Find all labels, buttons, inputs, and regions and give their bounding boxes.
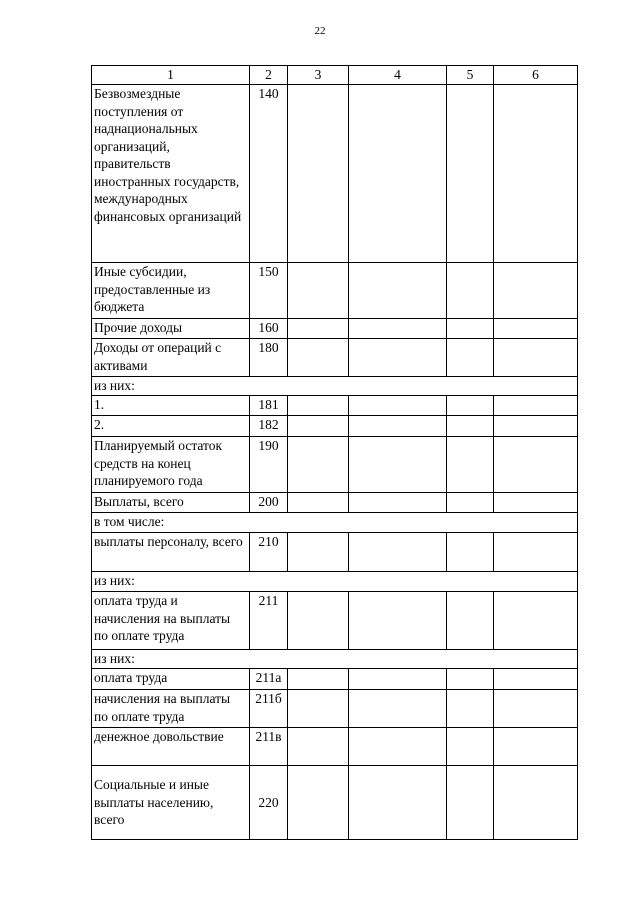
column-header-1: 1 [92,66,250,85]
cell-col4 [349,766,447,840]
cell-col3 [288,85,349,263]
cell-col5 [447,493,494,513]
row-code: 182 [250,416,288,437]
row-code: 211б [250,690,288,728]
cell-col6 [494,416,578,437]
row-name: Социальные и иные выплаты населению, всего [92,766,250,840]
cell-col3 [288,319,349,339]
cell-col4 [349,533,447,572]
column-header-5: 5 [447,66,494,85]
cell-col3 [288,396,349,416]
table-row-subheading [92,513,578,533]
cell-col3 [288,766,349,840]
budget-table [91,65,578,840]
cell-col3 [288,592,349,650]
table-row [92,493,578,513]
row-subheading: в том числе: [92,513,578,533]
cell-col3 [288,263,349,319]
row-name: денежное довольствие [92,728,250,766]
cell-col5 [447,416,494,437]
table-row [92,690,578,728]
column-header-3: 3 [288,66,349,85]
row-name: Доходы от операций с активами [92,339,250,377]
header-row [92,66,578,85]
table-row [92,592,578,650]
cell-col6 [494,669,578,690]
row-name: Иные субсидии, предоставленные из бюджета [92,263,250,319]
table-row [92,339,578,377]
table-row-subheading [92,650,578,669]
table-row [92,669,578,690]
cell-col3 [288,416,349,437]
row-subheading: из них: [92,572,578,592]
cell-col4 [349,339,447,377]
table-row [92,728,578,766]
cell-col6 [494,85,578,263]
table-row [92,319,578,339]
row-name: Прочие доходы [92,319,250,339]
cell-col5 [447,339,494,377]
cell-col5 [447,728,494,766]
cell-col3 [288,437,349,493]
row-name: 2. [92,416,250,437]
table-row [92,263,578,319]
cell-col3 [288,669,349,690]
cell-col5 [447,533,494,572]
table-row [92,416,578,437]
cell-col6 [494,533,578,572]
cell-col6 [494,263,578,319]
row-name: 1. [92,396,250,416]
cell-col4 [349,437,447,493]
cell-col6 [494,437,578,493]
cell-col4 [349,263,447,319]
cell-col5 [447,766,494,840]
table-row [92,85,578,263]
cell-col6 [494,690,578,728]
cell-col3 [288,493,349,513]
cell-col3 [288,728,349,766]
cell-col4 [349,85,447,263]
row-code: 190 [250,437,288,493]
cell-col4 [349,396,447,416]
row-name: выплаты персоналу, всего [92,533,250,572]
cell-col3 [288,339,349,377]
cell-col5 [447,396,494,416]
cell-col6 [494,493,578,513]
cell-col5 [447,85,494,263]
cell-col4 [349,669,447,690]
table-row [92,396,578,416]
column-header-6: 6 [494,66,578,85]
cell-col4 [349,690,447,728]
row-code: 140 [250,85,288,263]
column-header-2: 2 [250,66,288,85]
cell-col6 [494,319,578,339]
column-header-4: 4 [349,66,447,85]
cell-col6 [494,766,578,840]
row-subheading: из них: [92,377,578,396]
row-code: 160 [250,319,288,339]
cell-col5 [447,319,494,339]
cell-col5 [447,592,494,650]
cell-col5 [447,437,494,493]
row-code: 200 [250,493,288,513]
cell-col6 [494,339,578,377]
cell-col3 [288,690,349,728]
cell-col3 [288,533,349,572]
cell-col5 [447,690,494,728]
row-code: 180 [250,339,288,377]
row-code: 150 [250,263,288,319]
cell-col5 [447,669,494,690]
row-code: 211а [250,669,288,690]
cell-col6 [494,592,578,650]
table-row [92,766,578,840]
row-subheading: из них: [92,650,578,669]
cell-col6 [494,728,578,766]
table-row-subheading [92,572,578,592]
row-name: Выплаты, всего [92,493,250,513]
cell-col5 [447,263,494,319]
cell-col4 [349,592,447,650]
table-row [92,533,578,572]
cell-col4 [349,416,447,437]
row-code: 211 [250,592,288,650]
row-code: 211в [250,728,288,766]
row-code: 210 [250,533,288,572]
row-name: Планируемый остаток средств на конец планируемого года [92,437,250,493]
row-name: начисления на выплаты по оплате труда [92,690,250,728]
cell-col4 [349,493,447,513]
page-number: 22 [314,25,326,37]
row-name: Безвозмездные поступления от наднациональных организаций, правительств иностранных государств, международных финансовых организаций [92,85,250,263]
row-name: оплата труда и начисления на выплаты по оплате труда [92,592,250,650]
row-name: оплата труда [92,669,250,690]
row-code: 181 [250,396,288,416]
table-row [92,437,578,493]
cell-col6 [494,396,578,416]
table-row-subheading [92,377,578,396]
cell-col4 [349,728,447,766]
row-code: 220 [250,766,288,840]
cell-col4 [349,319,447,339]
